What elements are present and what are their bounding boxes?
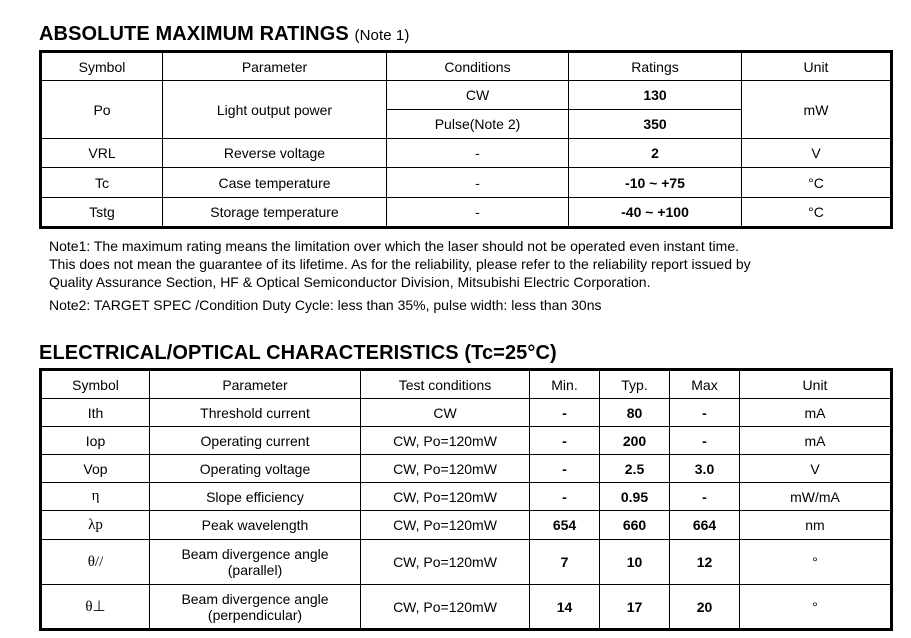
eoc-iop-unit: mA xyxy=(740,427,892,455)
eoc-title: ELECTRICAL/OPTICAL CHARACTERISTICS (Tc=25°C) xyxy=(39,342,557,364)
eoc-header-test-conditions: Test conditions xyxy=(361,370,530,399)
table-row xyxy=(41,198,892,228)
eoc-theta-perp-unit: ° xyxy=(740,585,892,630)
amr-header-parameter: Parameter xyxy=(163,52,387,81)
eoc-iop-symbol: Iop xyxy=(41,427,150,455)
eoc-ith-min: - xyxy=(530,399,600,427)
eoc-theta-par-parameter-l1: Beam divergence angle xyxy=(181,546,329,562)
eoc-iop-max: - xyxy=(670,427,740,455)
eoc-eta-typ: 0.95 xyxy=(600,483,670,511)
amr-tstg-rating: -40 ~ +100 xyxy=(569,198,742,228)
amr-tc-parameter: Case temperature xyxy=(163,168,387,198)
eoc-vop-typ: 2.5 xyxy=(600,455,670,483)
eoc-theta-perp-symbol: θ⊥ xyxy=(41,585,150,630)
eoc-lambda-max: 664 xyxy=(670,511,740,540)
eoc-theta-par-typ: 10 xyxy=(600,540,670,585)
eoc-vop-cond: CW, Po=120mW xyxy=(361,455,530,483)
eoc-header-row xyxy=(41,370,892,399)
amr-tstg-unit: °C xyxy=(742,198,892,228)
amr-title-note: (Note 1) xyxy=(354,27,410,44)
eoc-theta-par-max: 12 xyxy=(670,540,740,585)
amr-po-rating-cw: 130 xyxy=(569,81,742,110)
amr-title-text: ABSOLUTE MAXIMUM RATINGS xyxy=(39,23,349,45)
table-row xyxy=(41,585,892,630)
eoc-iop-typ: 200 xyxy=(600,427,670,455)
table-row xyxy=(41,483,892,511)
eoc-eta-cond: CW, Po=120mW xyxy=(361,483,530,511)
table-row xyxy=(41,399,892,427)
eoc-vop-unit: V xyxy=(740,455,892,483)
eoc-lambda-parameter: Peak wavelength xyxy=(150,511,361,540)
eoc-iop-parameter: Operating current xyxy=(150,427,361,455)
note1-line3: Quality Assurance Section, HF & Optical Semiconductor Division, Mitsubishi Electric Corporation. xyxy=(49,274,651,290)
absolute-max-ratings-table xyxy=(39,50,893,229)
note1-line1: Note1: The maximum rating means the limitation over which the laser should not be operated even instant time. xyxy=(49,238,739,254)
amr-title xyxy=(39,23,409,46)
eoc-eta-unit: mW/mA xyxy=(740,483,892,511)
table-row xyxy=(41,81,892,110)
amr-po-cond-pulse: Pulse(Note 2) xyxy=(387,110,569,139)
amr-tc-condition: - xyxy=(387,168,569,198)
eoc-lambda-unit: nm xyxy=(740,511,892,540)
amr-po-rating-pulse: 350 xyxy=(569,110,742,139)
eoc-iop-min: - xyxy=(530,427,600,455)
amr-po-parameter: Light output power xyxy=(163,81,387,139)
eoc-theta-perp-parameter-l2: (perpendicular) xyxy=(207,606,303,623)
eoc-lambda-symbol: λp xyxy=(41,511,150,540)
table-row xyxy=(41,455,892,483)
eoc-theta-par-parameter xyxy=(150,540,361,585)
amr-vrl-symbol: VRL xyxy=(41,139,163,168)
amr-tstg-symbol: Tstg xyxy=(41,198,163,228)
amr-tc-symbol: Tc xyxy=(41,168,163,198)
eoc-header-parameter: Parameter xyxy=(150,370,361,399)
eoc-header-unit: Unit xyxy=(740,370,892,399)
eoc-ith-cond: CW xyxy=(361,399,530,427)
eoc-header-max: Max xyxy=(670,370,740,399)
eoc-ith-symbol: Ith xyxy=(41,399,150,427)
eoc-theta-perp-max: 20 xyxy=(670,585,740,630)
eoc-eta-symbol: η xyxy=(41,483,150,511)
eoc-theta-perp-typ: 17 xyxy=(600,585,670,630)
eoc-lambda-min: 654 xyxy=(530,511,600,540)
table-row xyxy=(41,427,892,455)
table-row xyxy=(41,168,892,198)
eoc-vop-parameter: Operating voltage xyxy=(150,455,361,483)
eoc-theta-par-unit: ° xyxy=(740,540,892,585)
amr-tc-unit: °C xyxy=(742,168,892,198)
amr-tc-rating: -10 ~ +75 xyxy=(569,168,742,198)
eoc-vop-symbol: Vop xyxy=(41,455,150,483)
eoc-theta-par-min: 7 xyxy=(530,540,600,585)
table-row xyxy=(41,540,892,585)
eoc-header-symbol: Symbol xyxy=(41,370,150,399)
amr-vrl-rating: 2 xyxy=(569,139,742,168)
amr-header-row xyxy=(41,52,892,81)
amr-tstg-parameter: Storage temperature xyxy=(163,198,387,228)
eoc-ith-typ: 80 xyxy=(600,399,670,427)
notes-block xyxy=(49,237,751,314)
amr-po-unit: mW xyxy=(742,81,892,139)
eoc-eta-parameter: Slope efficiency xyxy=(150,483,361,511)
amr-vrl-unit: V xyxy=(742,139,892,168)
eoc-theta-par-cond: CW, Po=120mW xyxy=(361,540,530,585)
eoc-theta-perp-parameter xyxy=(150,585,361,630)
eoc-theta-par-parameter-l2: (parallel) xyxy=(227,562,283,578)
eoc-lambda-typ: 660 xyxy=(600,511,670,540)
amr-po-cond-cw: CW xyxy=(387,81,569,110)
electrical-optical-table xyxy=(39,368,893,631)
eoc-ith-parameter: Threshold current xyxy=(150,399,361,427)
eoc-eta-min: - xyxy=(530,483,600,511)
eoc-vop-max: 3.0 xyxy=(670,455,740,483)
eoc-eta-max: - xyxy=(670,483,740,511)
amr-header-conditions: Conditions xyxy=(387,52,569,81)
amr-tstg-condition: - xyxy=(387,198,569,228)
table-row xyxy=(41,511,892,540)
table-row xyxy=(41,139,892,168)
eoc-ith-max: - xyxy=(670,399,740,427)
eoc-theta-perp-min: 14 xyxy=(530,585,600,630)
eoc-lambda-cond: CW, Po=120mW xyxy=(361,511,530,540)
amr-header-symbol: Symbol xyxy=(41,52,163,81)
eoc-ith-unit: mA xyxy=(740,399,892,427)
eoc-iop-cond: CW, Po=120mW xyxy=(361,427,530,455)
note1-line2: This does not mean the guarantee of its lifetime. As for the reliability, please refer to the reliability report issued by xyxy=(49,256,751,272)
amr-header-unit: Unit xyxy=(742,52,892,81)
eoc-header-min: Min. xyxy=(530,370,600,399)
note2: Note2: TARGET SPEC /Condition Duty Cycle: less than 35%, pulse width: less than 30ns xyxy=(49,297,602,313)
eoc-vop-min: - xyxy=(530,455,600,483)
eoc-theta-perp-parameter-l1: Beam divergence angle xyxy=(181,590,329,607)
amr-header-ratings: Ratings xyxy=(569,52,742,81)
amr-vrl-condition: - xyxy=(387,139,569,168)
eoc-header-typ: Typ. xyxy=(600,370,670,399)
amr-vrl-parameter: Reverse voltage xyxy=(163,139,387,168)
amr-po-symbol: Po xyxy=(41,81,163,139)
eoc-theta-par-symbol: θ// xyxy=(41,540,150,585)
eoc-theta-perp-cond: CW, Po=120mW xyxy=(361,585,530,630)
